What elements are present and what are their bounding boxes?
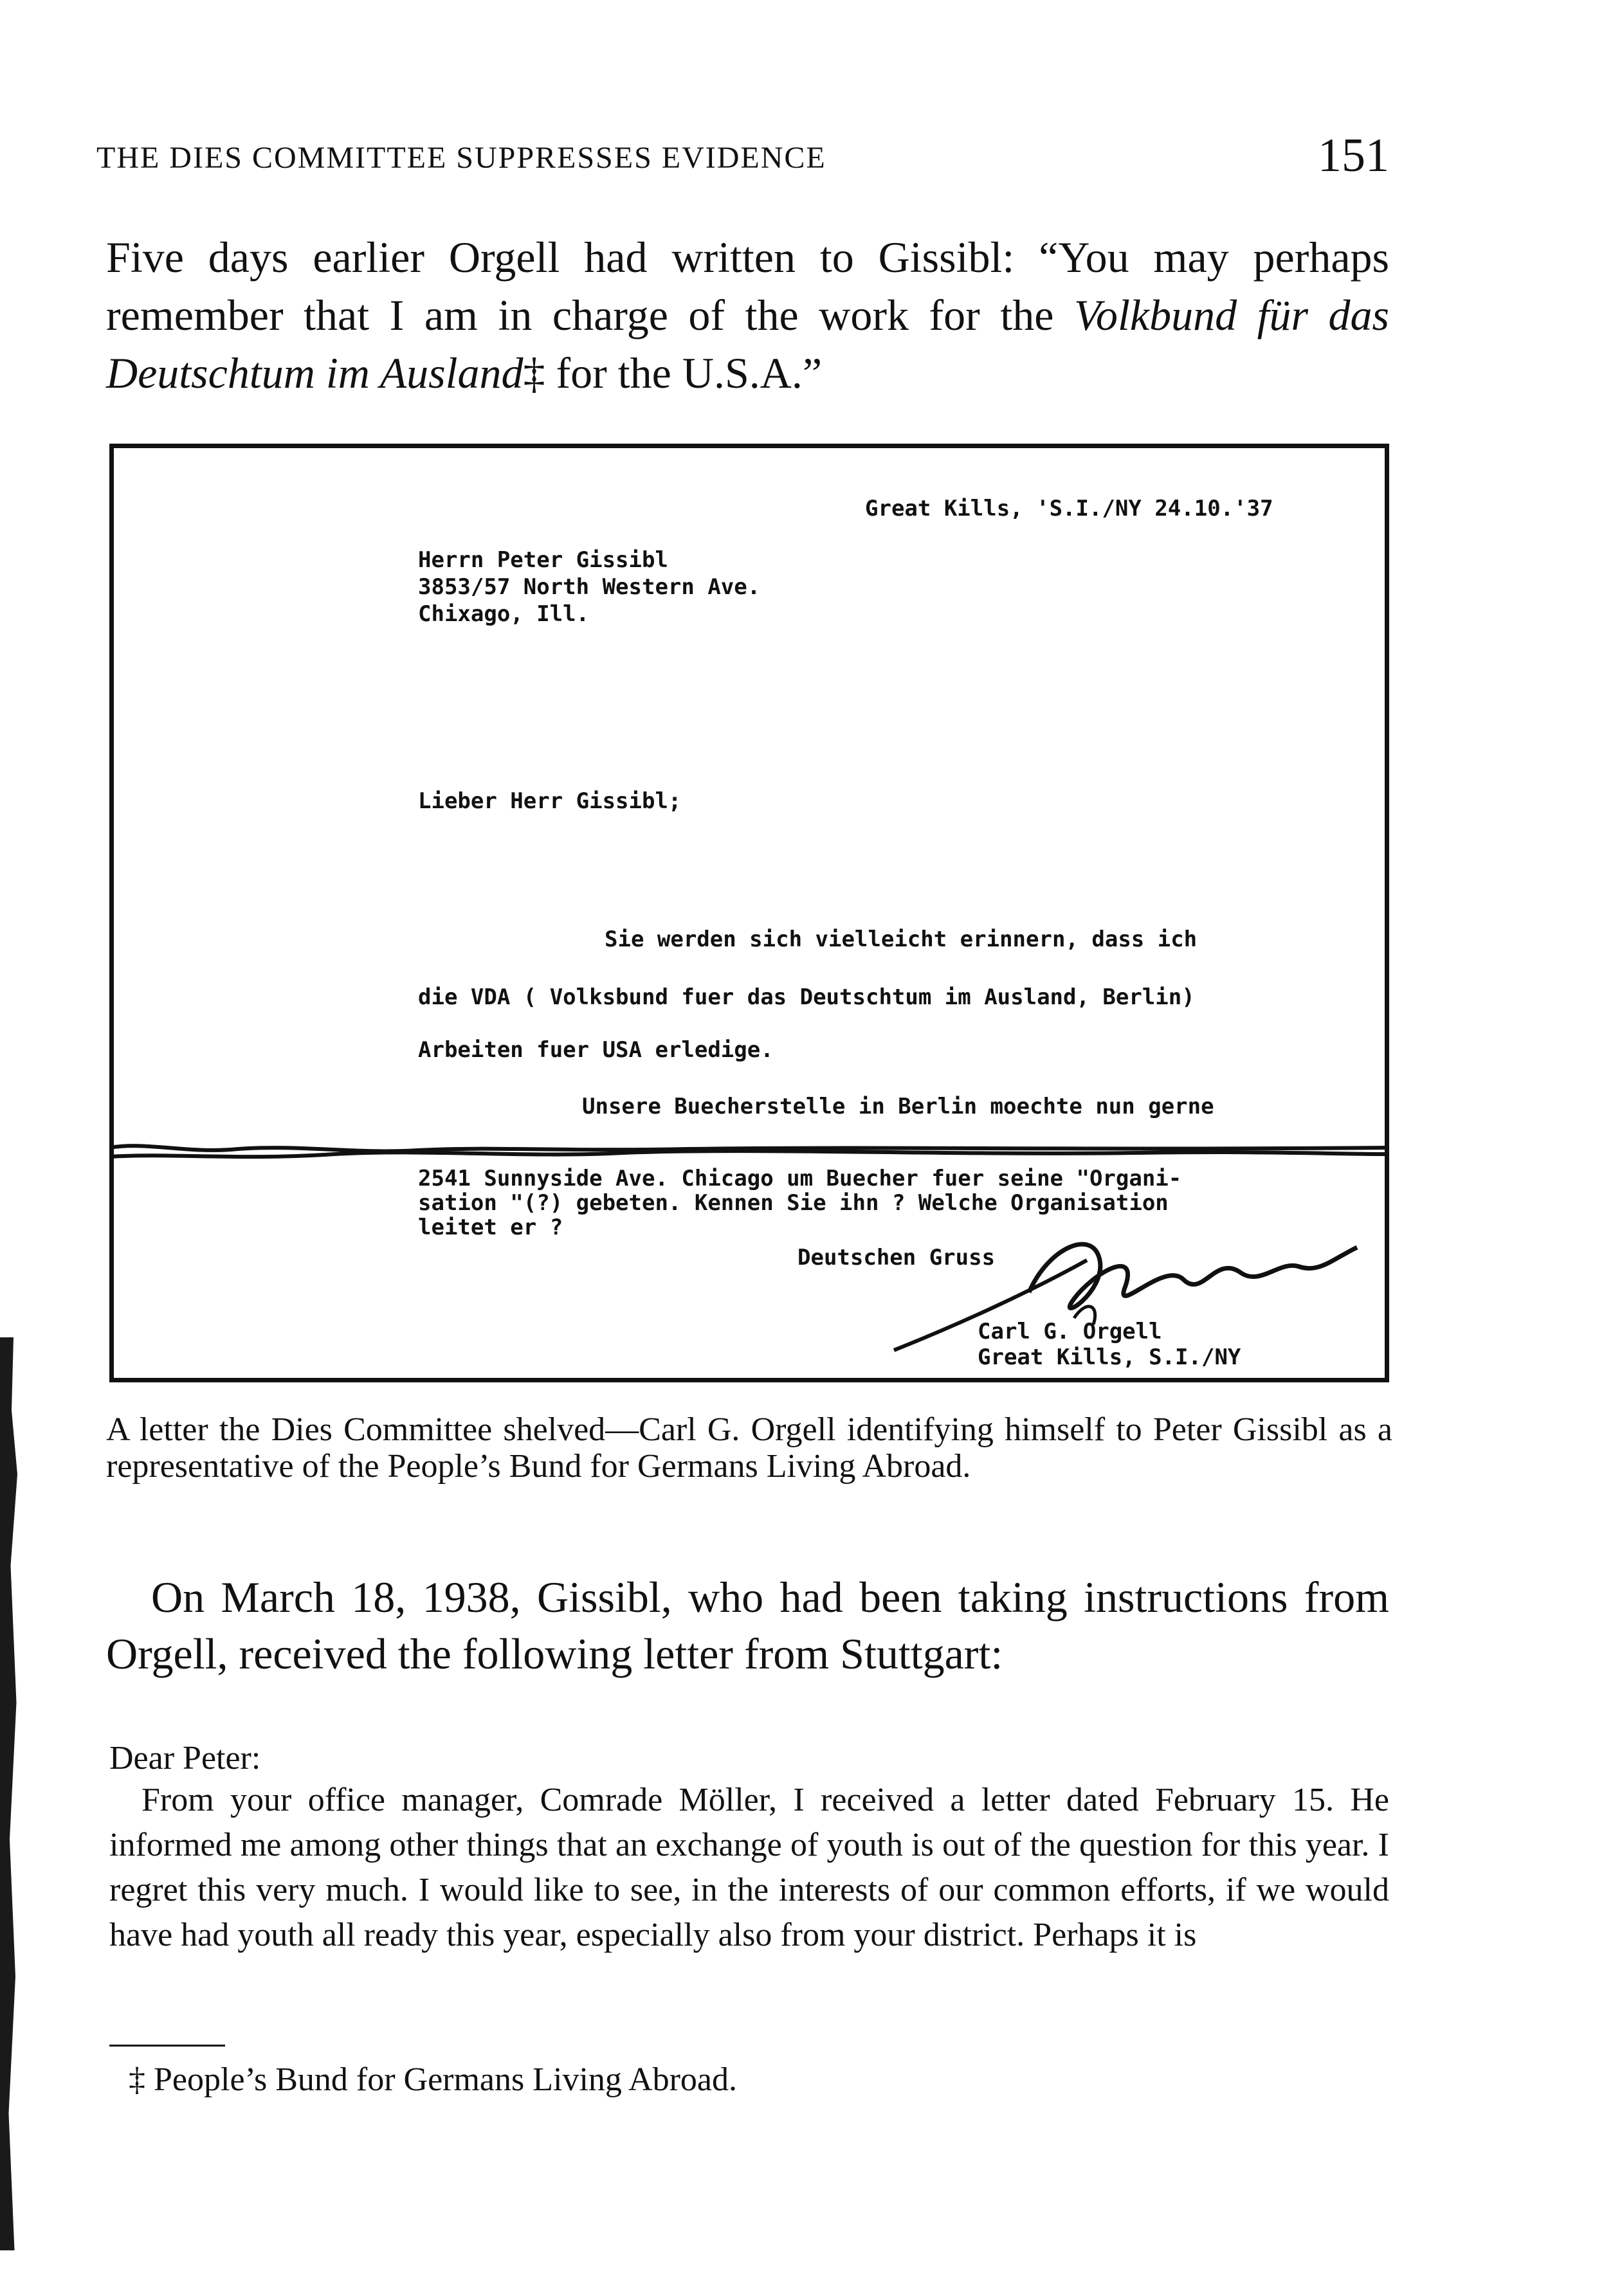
figure-caption: A letter the Dies Committee shelved—Carl G. Orgell identifying himself to Peter Gissibl as a representative of the People’s Bund for Germans Living Abroad. <box>106 1411 1392 1485</box>
quoted-letter-salutation: Dear Peter: <box>109 1740 261 1776</box>
running-head <box>96 129 1389 186</box>
letter-line-3: Arbeiten fuer USA erledige. <box>418 1037 774 1063</box>
letter-recipient-street: 3853/57 North Western Ave. <box>418 574 761 600</box>
letter-closing: Deutschen Gruss <box>797 1245 996 1270</box>
letter-line-1: Sie werden sich vielleicht erinnern, dass ich <box>605 927 1198 952</box>
intro-italic-org: Volkbund für das Deutschtum im Ausland <box>106 291 1389 397</box>
letter-sender-place: Great Kills, S.I./NY <box>978 1344 1241 1370</box>
intro-text-before: Five days earlier Orgell had written to Gissibl: “You may perhaps remember that I am in charge of the work for the <box>106 233 1389 339</box>
letter-place-date: Great Kills, 'S.I./NY 24.10.'37 <box>865 496 1273 521</box>
letter-tear-line <box>109 1135 1389 1167</box>
letter-line-7: leitet er ? <box>418 1215 563 1240</box>
second-paragraph: On March 18, 1938, Gissibl, who had been taking instructions from Orgell, received the following letter from Stuttgart: <box>106 1573 1389 1678</box>
letter-recipient-name: Herrn Peter Gissibl <box>418 547 668 573</box>
letter-line-5: 2541 Sunnyside Ave. Chicago um Buecher fuer seine "Organi- <box>418 1166 1182 1191</box>
scanned-page-edge <box>0 1337 19 2250</box>
letter-recipient-city: Chixago, Ill. <box>418 601 590 627</box>
page-number: 151 <box>1318 129 1389 182</box>
letter-sender-name: Carl G. Orgell <box>978 1319 1162 1344</box>
footnote-mark: ‡ <box>523 348 545 397</box>
letter-line-2: die VDA ( Volksbund fuer das Deutschtum im Ausland, Berlin) <box>418 984 1195 1010</box>
letter-line-6: sation "(?) gebeten. Kennen Sie ihn ? Welche Organisation <box>418 1190 1169 1216</box>
letter-salutation: Lieber Herr Gissibl; <box>418 788 682 814</box>
footnote-rule <box>109 2045 225 2047</box>
footnote: ‡ People’s Bund for Germans Living Abroad. <box>129 2061 737 2098</box>
running-title: THE DIES COMMITTEE SUPPRESSES EVIDENCE <box>96 141 826 175</box>
letter-line-4: Unsere Buecherstelle in Berlin moechte nun gerne <box>582 1094 1214 1119</box>
intro-paragraph <box>106 228 1389 402</box>
intro-text-after: for the U.S.A.” <box>545 348 823 397</box>
quoted-letter-body: From your office manager, Comrade Möller, I received a letter dated February 15. He informed me among other things that an exchange of youth is out of the question for this year. I regret this very much. I would like to see, in the interests of our common efforts, if we would have had youth all ready this year, especially also from your district. Perhaps it is <box>109 1782 1389 1953</box>
